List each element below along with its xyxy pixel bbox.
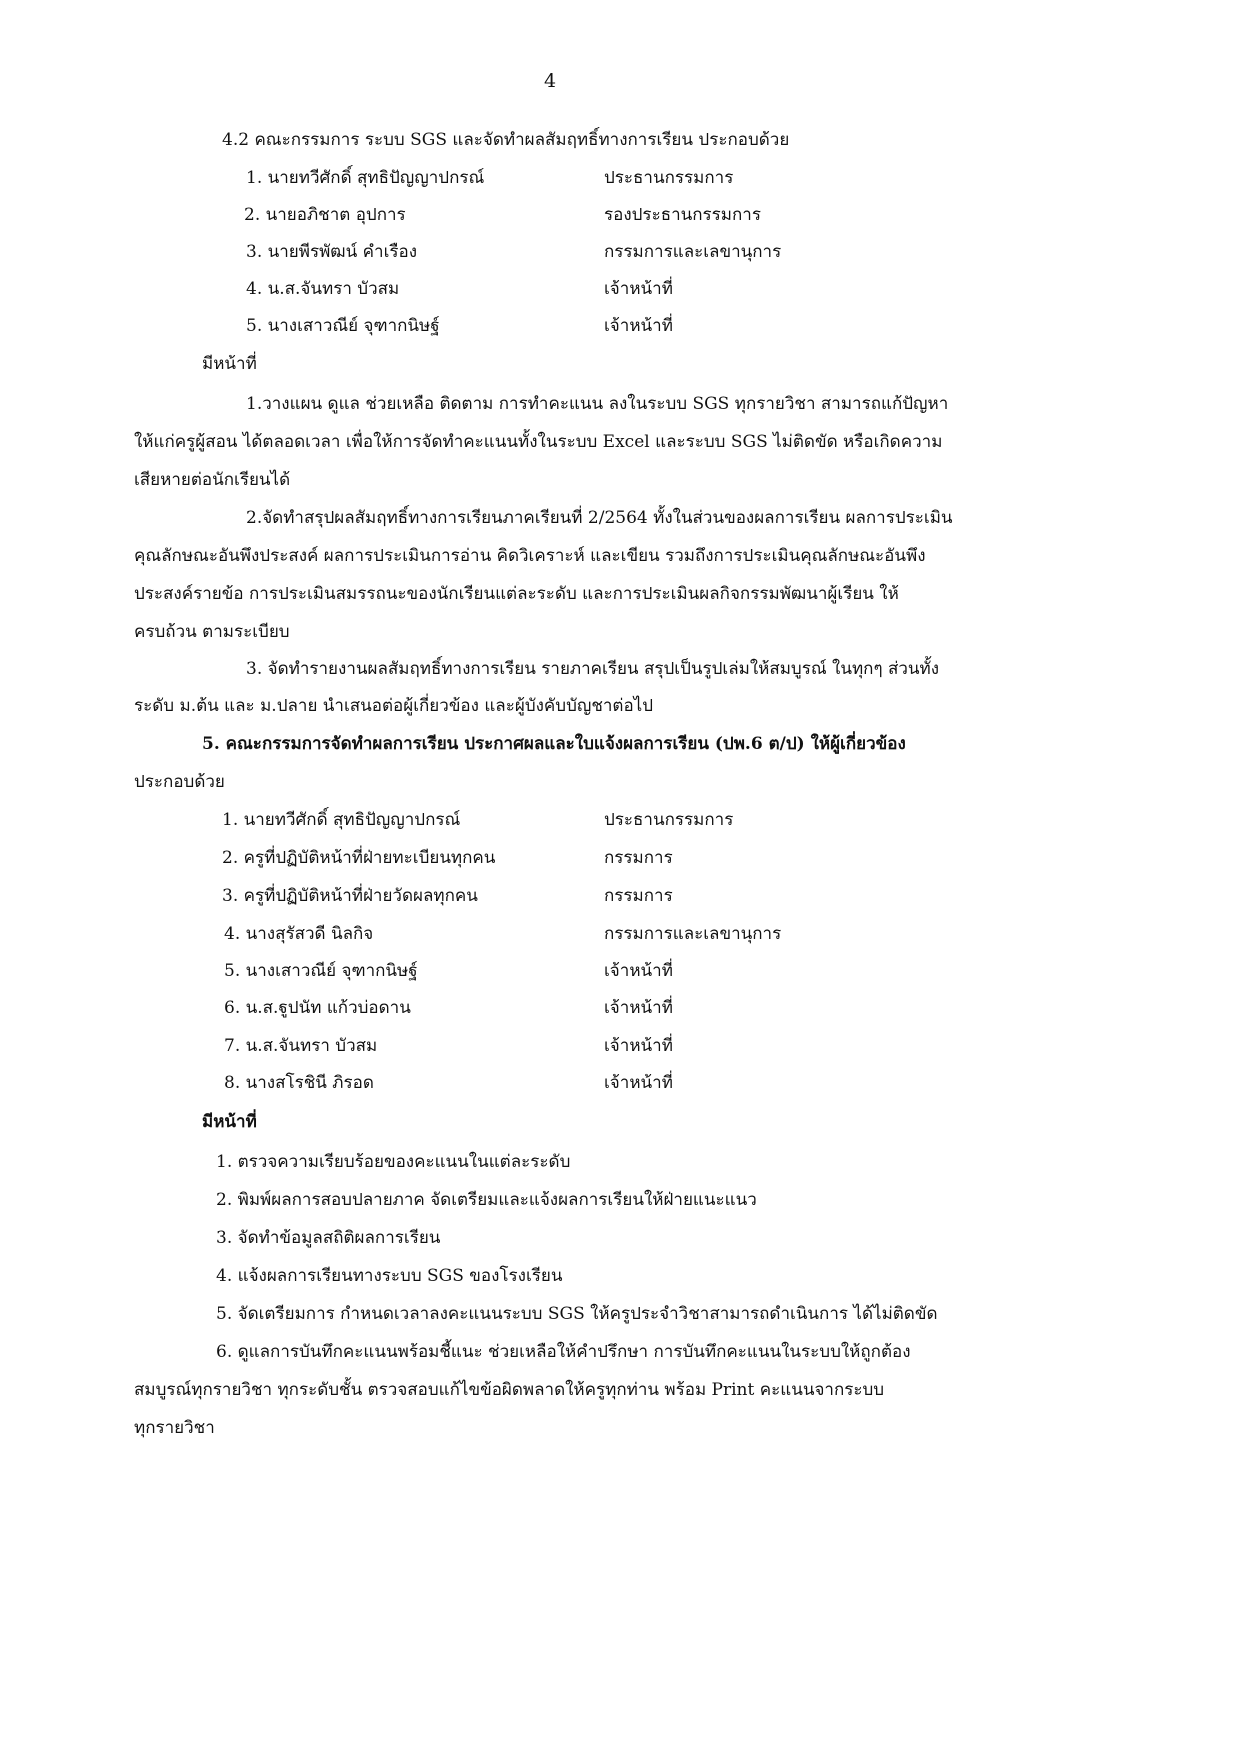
member-role: กรรมการและเลขานุการ (604, 924, 782, 944)
member-role: เจ้าหน้าที่ (604, 279, 673, 299)
duty-line: 4. แจ้งผลการเรียนทางระบบ SGS ของโรงเรียน (216, 1266, 563, 1286)
member-role: เจ้าหน้าที่ (604, 1036, 673, 1056)
member-name: 7. น.ส.จันทรา บัวสม (224, 1036, 378, 1056)
member-name: 1. นายทวีศักดิ์ สุทธิปัญญาปกรณ์ (222, 810, 461, 830)
duty-line: ให้แก่ครูผู้สอน ได้ตลอดเวลา เพื่อให้การจัดทำคะแนนทั้งในระบบ Excel และระบบ SGS ไม่ติดขัด หรือเกิดความ (134, 432, 943, 452)
member-name: 2. ครูที่ปฏิบัติหน้าที่ฝ่ายทะเบียนทุกคน (222, 848, 496, 868)
duty-line: ประสงค์รายข้อ การประเมินสมรรถนะของนักเรียนแต่ละระดับ และการประเมินผลกิจกรรมพัฒนาผู้เรียน ให้ (134, 584, 899, 604)
member-name: 3. ครูที่ปฏิบัติหน้าที่ฝ่ายวัดผลทุกคน (222, 886, 478, 906)
member-role: เจ้าหน้าที่ (604, 316, 673, 336)
duty-line: เสียหายต่อนักเรียนได้ (134, 470, 291, 490)
section-5-duties-label: มีหน้าที่ (202, 1112, 257, 1132)
member-role: กรรมการ (604, 848, 673, 868)
duty-line: ครบถ้วน ตามระเบียบ (134, 622, 290, 642)
section-42-heading: 4.2 คณะกรรมการ ระบบ SGS และจัดทำผลสัมฤทธิ์ทางการเรียน ประกอบด้วย (222, 130, 790, 150)
member-role: เจ้าหน้าที่ (604, 998, 673, 1018)
duty-line: 5. จัดเตรียมการ กำหนดเวลาลงคะแนนระบบ SGS ให้ครูประจำวิชาสามารถดำเนินการ ได้ไม่ติดขัด (216, 1304, 938, 1324)
duty-line: สมบูรณ์ทุกรายวิชา ทุกระดับชั้น ตรวจสอบแก้ไขข้อผิดพลาดให้ครูทุกท่าน พร้อม Print คะแนนจากระบบ (134, 1380, 885, 1400)
duty-line: คุณลักษณะอันพึงประสงค์ ผลการประเมินการอ่าน คิดวิเคราะห์ และเขียน รวมถึงการประเมินคุณลักษณะอันพึง (134, 546, 926, 566)
member-role: กรรมการ (604, 886, 673, 906)
section-5-heading: 5. คณะกรรมการจัดทำผลการเรียน ประกาศผลและใบแจ้งผลการเรียน (ปพ.6 ต/ป) ให้ผู้เกี่ยวข้อง (202, 734, 906, 754)
duty-line: 1. ตรวจความเรียบร้อยของคะแนนในแต่ละระดับ (216, 1152, 571, 1172)
member-name: 1. นายทวีศักดิ์ สุทธิปัญญาปกรณ์ (246, 168, 485, 188)
member-name: 6. น.ส.ฐูปนัท แก้วบ่อดาน (224, 998, 411, 1018)
duty-line: 2. พิมพ์ผลการสอบปลายภาค จัดเตรียมและแจ้งผลการเรียนให้ฝ่ายแนะแนว (216, 1190, 757, 1210)
member-role: ประธานกรรมการ (604, 810, 734, 830)
member-role: รองประธานกรรมการ (604, 205, 761, 225)
page-number: 4 (543, 70, 557, 92)
duty-line: 6. ดูแลการบันทึกคะแนนพร้อมชี้แนะ ช่วยเหลือให้คำปรึกษา การบันทึกคะแนนในระบบให้ถูกต้อง (216, 1342, 911, 1362)
member-role: กรรมการและเลขานุการ (604, 242, 782, 262)
member-name: 3. นายพีรพัฒน์ คำเรือง (246, 242, 418, 262)
member-role: เจ้าหน้าที่ (604, 1073, 673, 1093)
section-42-duties-label: มีหน้าที่ (202, 354, 257, 374)
member-name: 8. นางสโรชินี ภิรอด (224, 1073, 374, 1093)
duty-line: 3. จัดทำรายงานผลสัมฤทธิ์ทางการเรียน รายภาคเรียน สรุปเป็นรูปเล่มให้สมบูรณ์ ในทุกๆ ส่วนทั้ง (246, 659, 940, 679)
duty-line: ระดับ ม.ต้น และ ม.ปลาย นำเสนอต่อผู้เกี่ยวข้อง และผู้บังคับบัญชาต่อไป (134, 696, 654, 716)
member-name: 5. นางเสาวณีย์ จุฑากนิษฐ์ (246, 316, 440, 336)
duty-line: 1.วางแผน ดูแล ช่วยเหลือ ติดตาม การทำคะแนน ลงในระบบ SGS ทุกรายวิชา สามารถแก้ปัญหา (246, 394, 949, 414)
member-role: ประธานกรรมการ (604, 168, 734, 188)
duty-line: 2.จัดทำสรุปผลสัมฤทธิ์ทางการเรียนภาคเรียนที่ 2/2564 ทั้งในส่วนของผลการเรียน ผลการประเมิน (246, 508, 953, 528)
section-5-heading-continued: ประกอบด้วย (134, 772, 225, 792)
member-role: เจ้าหน้าที่ (604, 961, 673, 981)
member-name: 2. นายอภิชาต อุปการ (244, 205, 406, 225)
member-name: 5. นางเสาวณีย์ จุฑากนิษฐ์ (224, 961, 418, 981)
member-name: 4. นางสุรัสวดี นิลกิจ (224, 924, 374, 944)
duty-line: ทุกรายวิชา (134, 1418, 215, 1438)
member-name: 4. น.ส.จันทรา บัวสม (246, 279, 400, 299)
duty-line: 3. จัดทำข้อมูลสถิติผลการเรียน (216, 1228, 441, 1248)
